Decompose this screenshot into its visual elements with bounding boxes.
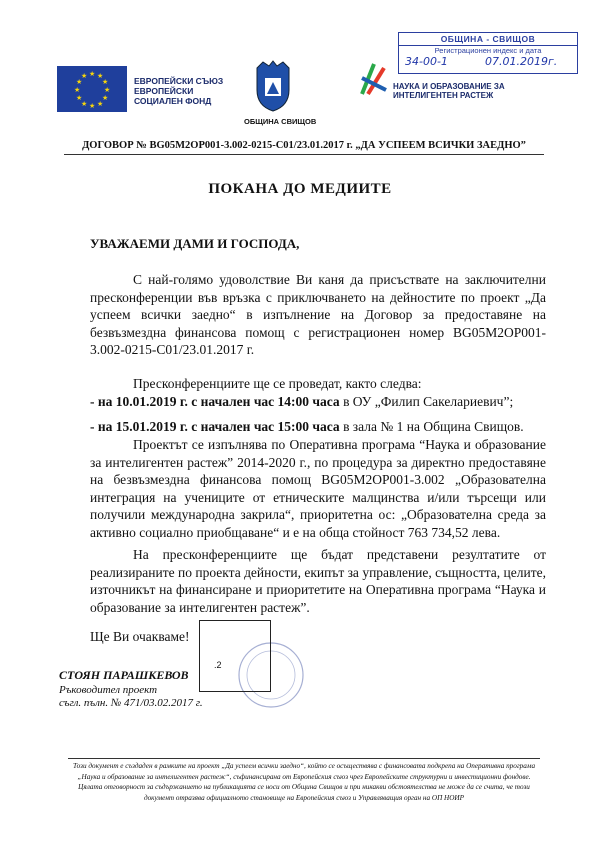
program-text xyxy=(393,82,505,100)
closing-line: Ще Ви очакваме! xyxy=(90,629,190,644)
eu-text-line: СОЦИАЛЕН ФОНД xyxy=(134,96,212,106)
schedule-item-date: - на 10.01.2019 г. с начален час 14:00 часа xyxy=(90,394,340,409)
eu-text-line: ЕВРОПЕЙСКИ xyxy=(134,86,194,96)
svg-text:★: ★ xyxy=(76,78,83,86)
program-logo-icon xyxy=(360,60,388,98)
stamp-date: 07.01.2019г. xyxy=(485,55,558,68)
program-text-line: НАУКА И ОБРАЗОВАНИЕ ЗА xyxy=(393,82,505,91)
svg-text:★: ★ xyxy=(81,100,88,108)
svg-text:★: ★ xyxy=(97,100,104,108)
contract-line: ДОГОВОР № BG05M2OP001-3.002-0215-C01/23.01.2017 г. „ДА УСПЕЕМ ВСИЧКИ ЗАЕДНО” xyxy=(64,140,544,155)
svg-text:★: ★ xyxy=(74,86,81,94)
paragraph-presentation: На пресконференциите ще бъдат представени резултатите от реализираните по проекта дейности, екипът за управление, същността, целите, източникът на финансиране и приоритетите на Оперативна програма “Наука и образование за интелигентен растеж”. xyxy=(90,547,546,615)
signer-name: СТОЯН ПАРАШКЕВОВ xyxy=(59,668,189,682)
eu-text-line: ЕВРОПЕЙСКИ СЪЮЗ xyxy=(134,76,224,86)
svg-text:★: ★ xyxy=(81,72,88,80)
signer-role xyxy=(59,684,203,710)
signature-mark: .2 xyxy=(214,660,222,670)
registration-stamp xyxy=(398,32,578,74)
schedule-item-place: в ОУ „Филип Сакелариевич”; xyxy=(339,394,514,409)
page-title: ПОКАНА ДО МЕДИИТЕ xyxy=(208,181,392,197)
eu-flag-logo xyxy=(57,66,127,112)
program-text-line: ИНТЕЛИГЕНТЕН РАСТЕЖ xyxy=(393,91,494,100)
svg-text:★: ★ xyxy=(97,72,104,80)
signer-role-line: Ръководител проект xyxy=(59,684,158,696)
svg-text:★: ★ xyxy=(102,78,109,86)
signature-box xyxy=(199,620,271,692)
footer-disclaimer: Този документ е създаден в рамките на проект „Да успеем всички заедно“, който се осъществява с финансовата подкрепа на Оперативна програма „Наука и образование за интелигентен растеж“, съфинансирана от Европейския съюз чрез Европейските структурни и инвестиционни фондове. Цялата отговорност за съдържанието на публикацията се носи от Община Свищов и при никакви обстоятелства не може да се счита, че този документ отразява официалното становище на Европейския съюз и Управляващия орган на ОП НОИР xyxy=(68,758,540,803)
stamp-title: ОБЩИНА - СВИЩОВ xyxy=(440,34,536,44)
signer-authorization: съгл. пълн. № 471/03.02.2017 г. xyxy=(59,697,203,709)
municipality-crest-icon xyxy=(253,60,293,112)
paragraph-project: Проектът се изпълнява по Оперативна програма “Наука и образование за интелигентен растеж” 2014-2020 г., по процедура за директно предоставяне на безвъзмездна финансова помощ BG05M2OP001-3.002 „Образователна интеграция на учениците от етническите малцинства и/или търсещи или получили международна закрила“, приоритетна ос: „Образователна среда за активно социално приобщаване“ и е на обща стойност 763 734,52 лева. xyxy=(90,437,546,540)
svg-text:★: ★ xyxy=(89,70,96,78)
stamp-number: 34-00-1 xyxy=(405,55,448,68)
paragraph-schedule-intro: Пресконференциите ще се проведат, както следва: xyxy=(133,376,422,391)
schedule-item-2 xyxy=(90,418,524,436)
paragraph-invitation: С най-голямо удоволствие Ви каня да присъствате на заключителни пресконференции във връзка с приключването на дейностите по проект „Да успеем всички заедно“ в изпълнение на Договор за предоставяне на безвъзмездна финансова помощ с регистрационен номер BG05M2OP001-3.002-0215-C01/23.01.2017 г. xyxy=(90,272,546,358)
eu-stars-icon xyxy=(57,66,127,112)
schedule-item-place: в зала № 1 на Община Свищов. xyxy=(339,419,524,434)
svg-text:★: ★ xyxy=(89,102,96,110)
municipality-caption: ОБЩИНА СВИЩОВ xyxy=(244,117,317,126)
greeting: УВАЖАЕМИ ДАМИ И ГОСПОДА, xyxy=(90,236,300,251)
svg-text:★: ★ xyxy=(102,94,109,102)
svg-text:★: ★ xyxy=(76,94,83,102)
schedule-item-date: - на 15.01.2019 г. с начален час 15:00 часа xyxy=(90,419,340,434)
svg-text:★: ★ xyxy=(104,86,111,94)
schedule-item-1 xyxy=(90,393,513,411)
stamp-subtitle: Регистрационен индекс и дата xyxy=(399,45,577,55)
eu-text xyxy=(134,76,223,106)
